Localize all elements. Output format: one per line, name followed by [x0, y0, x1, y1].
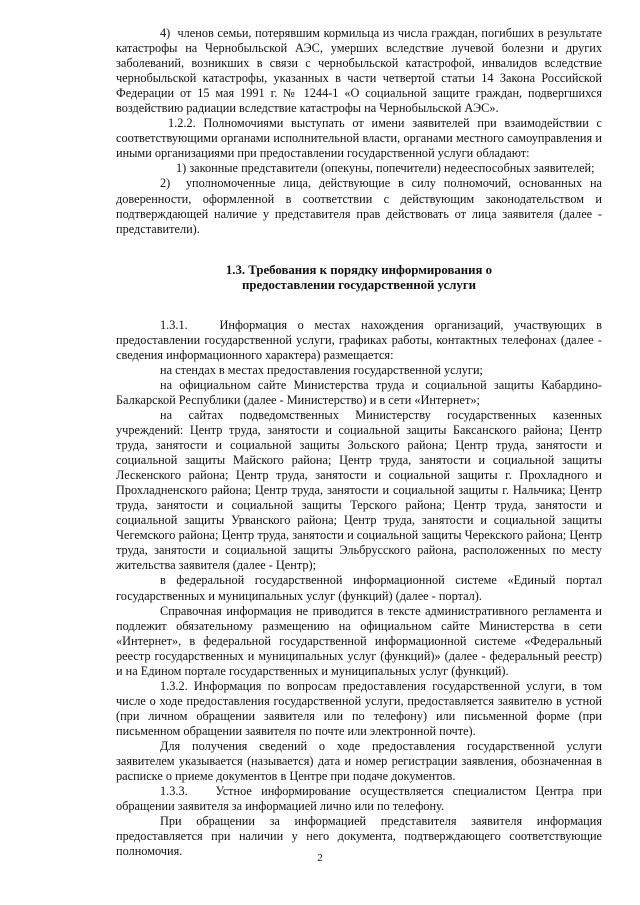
list-item-representatives-2: 2) уполномоченные лица, действующие в силу полномочий, основанных на доверенности, оформленной в соответствии с действующим законодательством и подтверждающей наличие у представителя прав действовать от лица заявителя (далее - представители).	[116, 176, 602, 236]
section-1-2-2: 1.2.2. Полномочиями выступать от имени заявителей при взаимодействии с соответствующими органами исполнительной власти, органами местного самоуправления и иными организациями при предоставлении государственной услуги обладают:	[116, 116, 602, 161]
info-item-stands: на стендах в местах предоставления государственной услуги;	[160, 362, 483, 377]
heading-line-1: 1.3. Требования к порядку информирования о	[225, 262, 493, 277]
section-1-3-1: 1.3.1. Информация о местах нахождения организаций, участвующих в предоставлении государственной услуги, графиках работы, контактных телефонах (далее - сведения информационного характера) размещается:	[116, 317, 602, 362]
reference-info-paragraph: Справочная информация не приводится в тексте административного регламента и подлежит обязательному размещению на официальном сайте Министерства в сети «Интернет», в федеральной государственной информационной системе «Федеральный реестр государственных и муниципальных услуг (функций)» (далее - федеральный реестр) и на Едином портале государственных и муниципальных услуг (функций).	[116, 603, 602, 678]
representative-info-paragraph: При обращении за информацией представителя заявителя информация предоставляется при наличии у него документа, подтверждающего соответствующие полномочия.	[116, 814, 602, 859]
info-item-ministry-site: на официальном сайте Министерства труда и социальной защиты Кабардино-Балкарской Республики (далее - Министерство) и в сети «Интернет»;	[116, 377, 602, 407]
info-item-portal: в федеральной государственной информационной системе «Единый портал государственных и муниципальных услуг (функций) (далее - портал).	[116, 573, 602, 603]
list-item-representatives-1: 1) законные представители (опекуны, попечители) недееспособных заявителей;	[176, 161, 595, 176]
list-item-4: 4) членов семьи, потерявшим кормильца из числа граждан, погибших в результате катастрофы на Чернобыльской АЭС, умерших вследствие лучевой болезни и других заболеваний, возникших в связи с чернобыльской катастрофой, инвалидов вследствие чернобыльской катастрофы, указанных в части четвертой статьи 14 Закона Российской Федерации от 15 мая 1991 г. № 1244-1 «О социальной защите граждан, подвергшихся воздействию радиации вследствие катастрофы на Чернобыльской АЭС».	[116, 26, 602, 116]
section-1-3-3: 1.3.3. Устное информирование осуществляется специалистом Центра при обращении заявителя за информацией лично или по телефону.	[116, 784, 602, 814]
status-info-paragraph: Для получения сведений о ходе предоставления государственной услуги заявителем указывается (называется) дата и номер регистрации заявления, обозначенная в расписке о приеме документов в Центре при подаче документов.	[116, 738, 602, 784]
info-item-center-sites: на сайтах подведомственных Министерству государственных казенных учреждений: Центр труда, занятости и социальной защиты Баксанского района; Центр труда, занятости и социальной защиты Зольского района; Центр труда, занятости и социальной защиты Майского района; Центр труда, занятости и социальной защиты Лескенского района; Центр труда, занятости и социальной защиты г. Прохладного и Прохладненского района; Центр труда, занятости и социальной защиты г. Нальчика; Центр труда, занятости и социальной защиты Терского района; Центр труда, занятости и социальной защиты Урванского района; Центр труда, занятости и социальной защиты Чегемского района; Центр труда, занятости и социальной защиты Черекского района; Центр труда, занятости и социальной защиты Эльбрусского района, расположенных по месту жительства заявителя (далее - Центр);	[116, 407, 602, 573]
heading-line-2: предоставлении государственной услуги	[241, 278, 477, 293]
page-number: 2	[317, 852, 323, 864]
section-1-3-2: 1.3.2. Информация по вопросам предоставления государственной услуги, в том числе о ходе предоставления государственной услуги, предоставляется заявителю в устной (при личном обращении заявителя или по телефону) или письменной форме (при письменном обращении заявителя по почте или электронной почте).	[116, 678, 602, 738]
section-heading-1-3	[116, 263, 602, 294]
